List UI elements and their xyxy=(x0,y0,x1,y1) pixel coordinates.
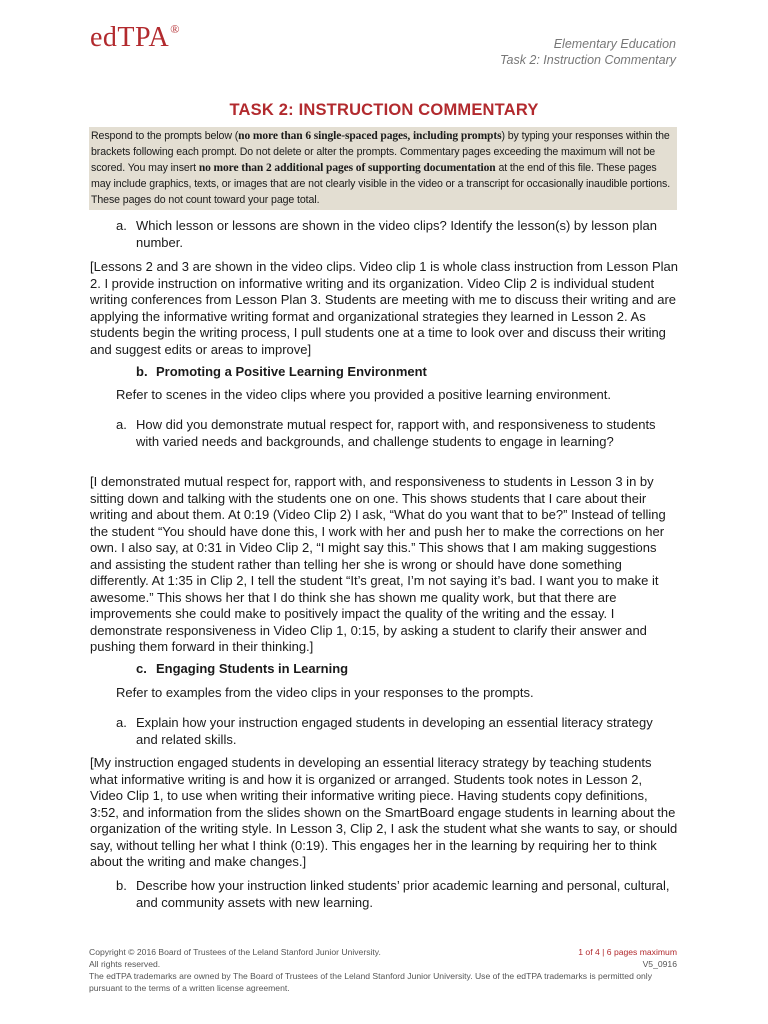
header-info xyxy=(500,36,676,68)
footer-trademark: The edTPA trademarks are owned by The Board of Trustees of the Leland Stanford Junior University. Use of the edTPA trademarks is permitted only pursuant to the terms of a written license agreement. xyxy=(89,971,653,993)
header-subject: Elementary Education xyxy=(553,37,676,51)
footer-copyright: Copyright © 2016 Board of Trustees of the Leland Stanford Junior University. xyxy=(89,947,381,957)
response-c-a[interactable]: [My instruction engaged students in developing an essential literacy strategy by teaching students what informative writing is and how it is organized or arranged. Students took notes in Lesson 2, Video Clip 1, to use when writing their informative writing piece. Having students copy definitions, 3:52, and information from the slides shown on the SmartBoard engage students in learning about the organization of the writing style. In Lesson 3, Clip 2, I ask the student what she wants to say, or should say, without telling her what I think (0:19). This engages her in the learning by requiring her to think about the writing and make changes.] xyxy=(90,755,678,869)
page-count: 1 of 4 | 6 pages maximum xyxy=(578,947,677,957)
footer-page-info xyxy=(578,946,677,970)
section-c-heading: c. Engaging Students in Learning xyxy=(136,661,349,676)
header-task: Task 2: Instruction Commentary xyxy=(500,53,676,67)
version-code: V5_0916 xyxy=(642,959,677,969)
footer-rights: All rights reserved. xyxy=(89,959,161,969)
section-c-refer: Refer to examples from the video clips in your responses to the prompts. xyxy=(116,685,534,700)
prompt-c-a: a. Explain how your instruction engaged students in developing an essential literacy strategy and related skills. xyxy=(116,715,653,747)
prompt-a1: a. Which lesson or lessons are shown in the video clips? Identify the lesson(s) by lesson plan number. xyxy=(116,218,657,250)
edtpa-logo: edTPA® xyxy=(90,22,180,53)
section-b-refer: Refer to scenes in the video clips where you provided a positive learning environment. xyxy=(116,387,611,402)
prompt-b-a: a. How did you demonstrate mutual respect for, rapport with, and responsiveness to students with varied needs and backgrounds, and challenge students to engage in learning? xyxy=(116,417,656,449)
response-a1[interactable]: [Lessons 2 and 3 are shown in the video clips. Video clip 1 is whole class instruction from Lesson Plan 2. I provide instruction on informative writing and its organization. Video Clip 2 is individual student writing conferences from Lesson Plan 3. Students are meeting with me to discuss their writing and are applying the informative writing format and organizational strategies they learned in Lesson 2. As students begin the writing process, I pull students one at a time to look over and discuss their writing and suggest edits or areas to improve] xyxy=(90,259,678,357)
section-b-heading: b. Promoting a Positive Learning Environment xyxy=(136,364,427,379)
response-b-a[interactable]: [I demonstrated mutual respect for, rapport with, and responsiveness to students in Lesson 3 in by sitting down and talking with the students one on one. This shows students that I care about their writing and about them. At 0:19 (Video Clip 2) I ask, “What do you want that to be?” Instead of telling the student “You should have done this, I work with her and push her to make the corrections on her own. I also say, at 0:31 in Video Clip 2, “I might say this.” This shows that I am making suggestions and assisting the student rather than telling her she is wrong or should have done something differently. At 1:35 in Clip 2, I tell the student “It’s great, I’m not saying it’s bad. I want you to make it awesome.” This shows her that I do think she has shown me quality work, but that there are improvements she could make to positively impact the quality of the writing and the essay. I demonstrate responsiveness in Video Clip 1, 0:15, by asking a student to clarify their answer and pushing them forward in their thinking.] xyxy=(90,474,666,654)
instructions-box: Respond to the prompts below (no more than 6 single-spaced pages, including prompts) by typing your responses within the brackets following each prompt. Do not delete or alter the prompts. Commentary pages exceeding the maximum will not be scored. You may insert no more than 2 additional pages of supporting documentation at the end of this file. These pages may include graphics, texts, or images that are not clearly visible in the video or a transcript for occasionally inaudible portions. These pages do not count toward your page total. xyxy=(89,127,677,210)
page-title: TASK 2: INSTRUCTION COMMENTARY xyxy=(229,101,539,119)
prompt-c-b: b. Describe how your instruction linked students’ prior academic learning and personal, cultural, and community assets with new learning. xyxy=(116,878,670,910)
